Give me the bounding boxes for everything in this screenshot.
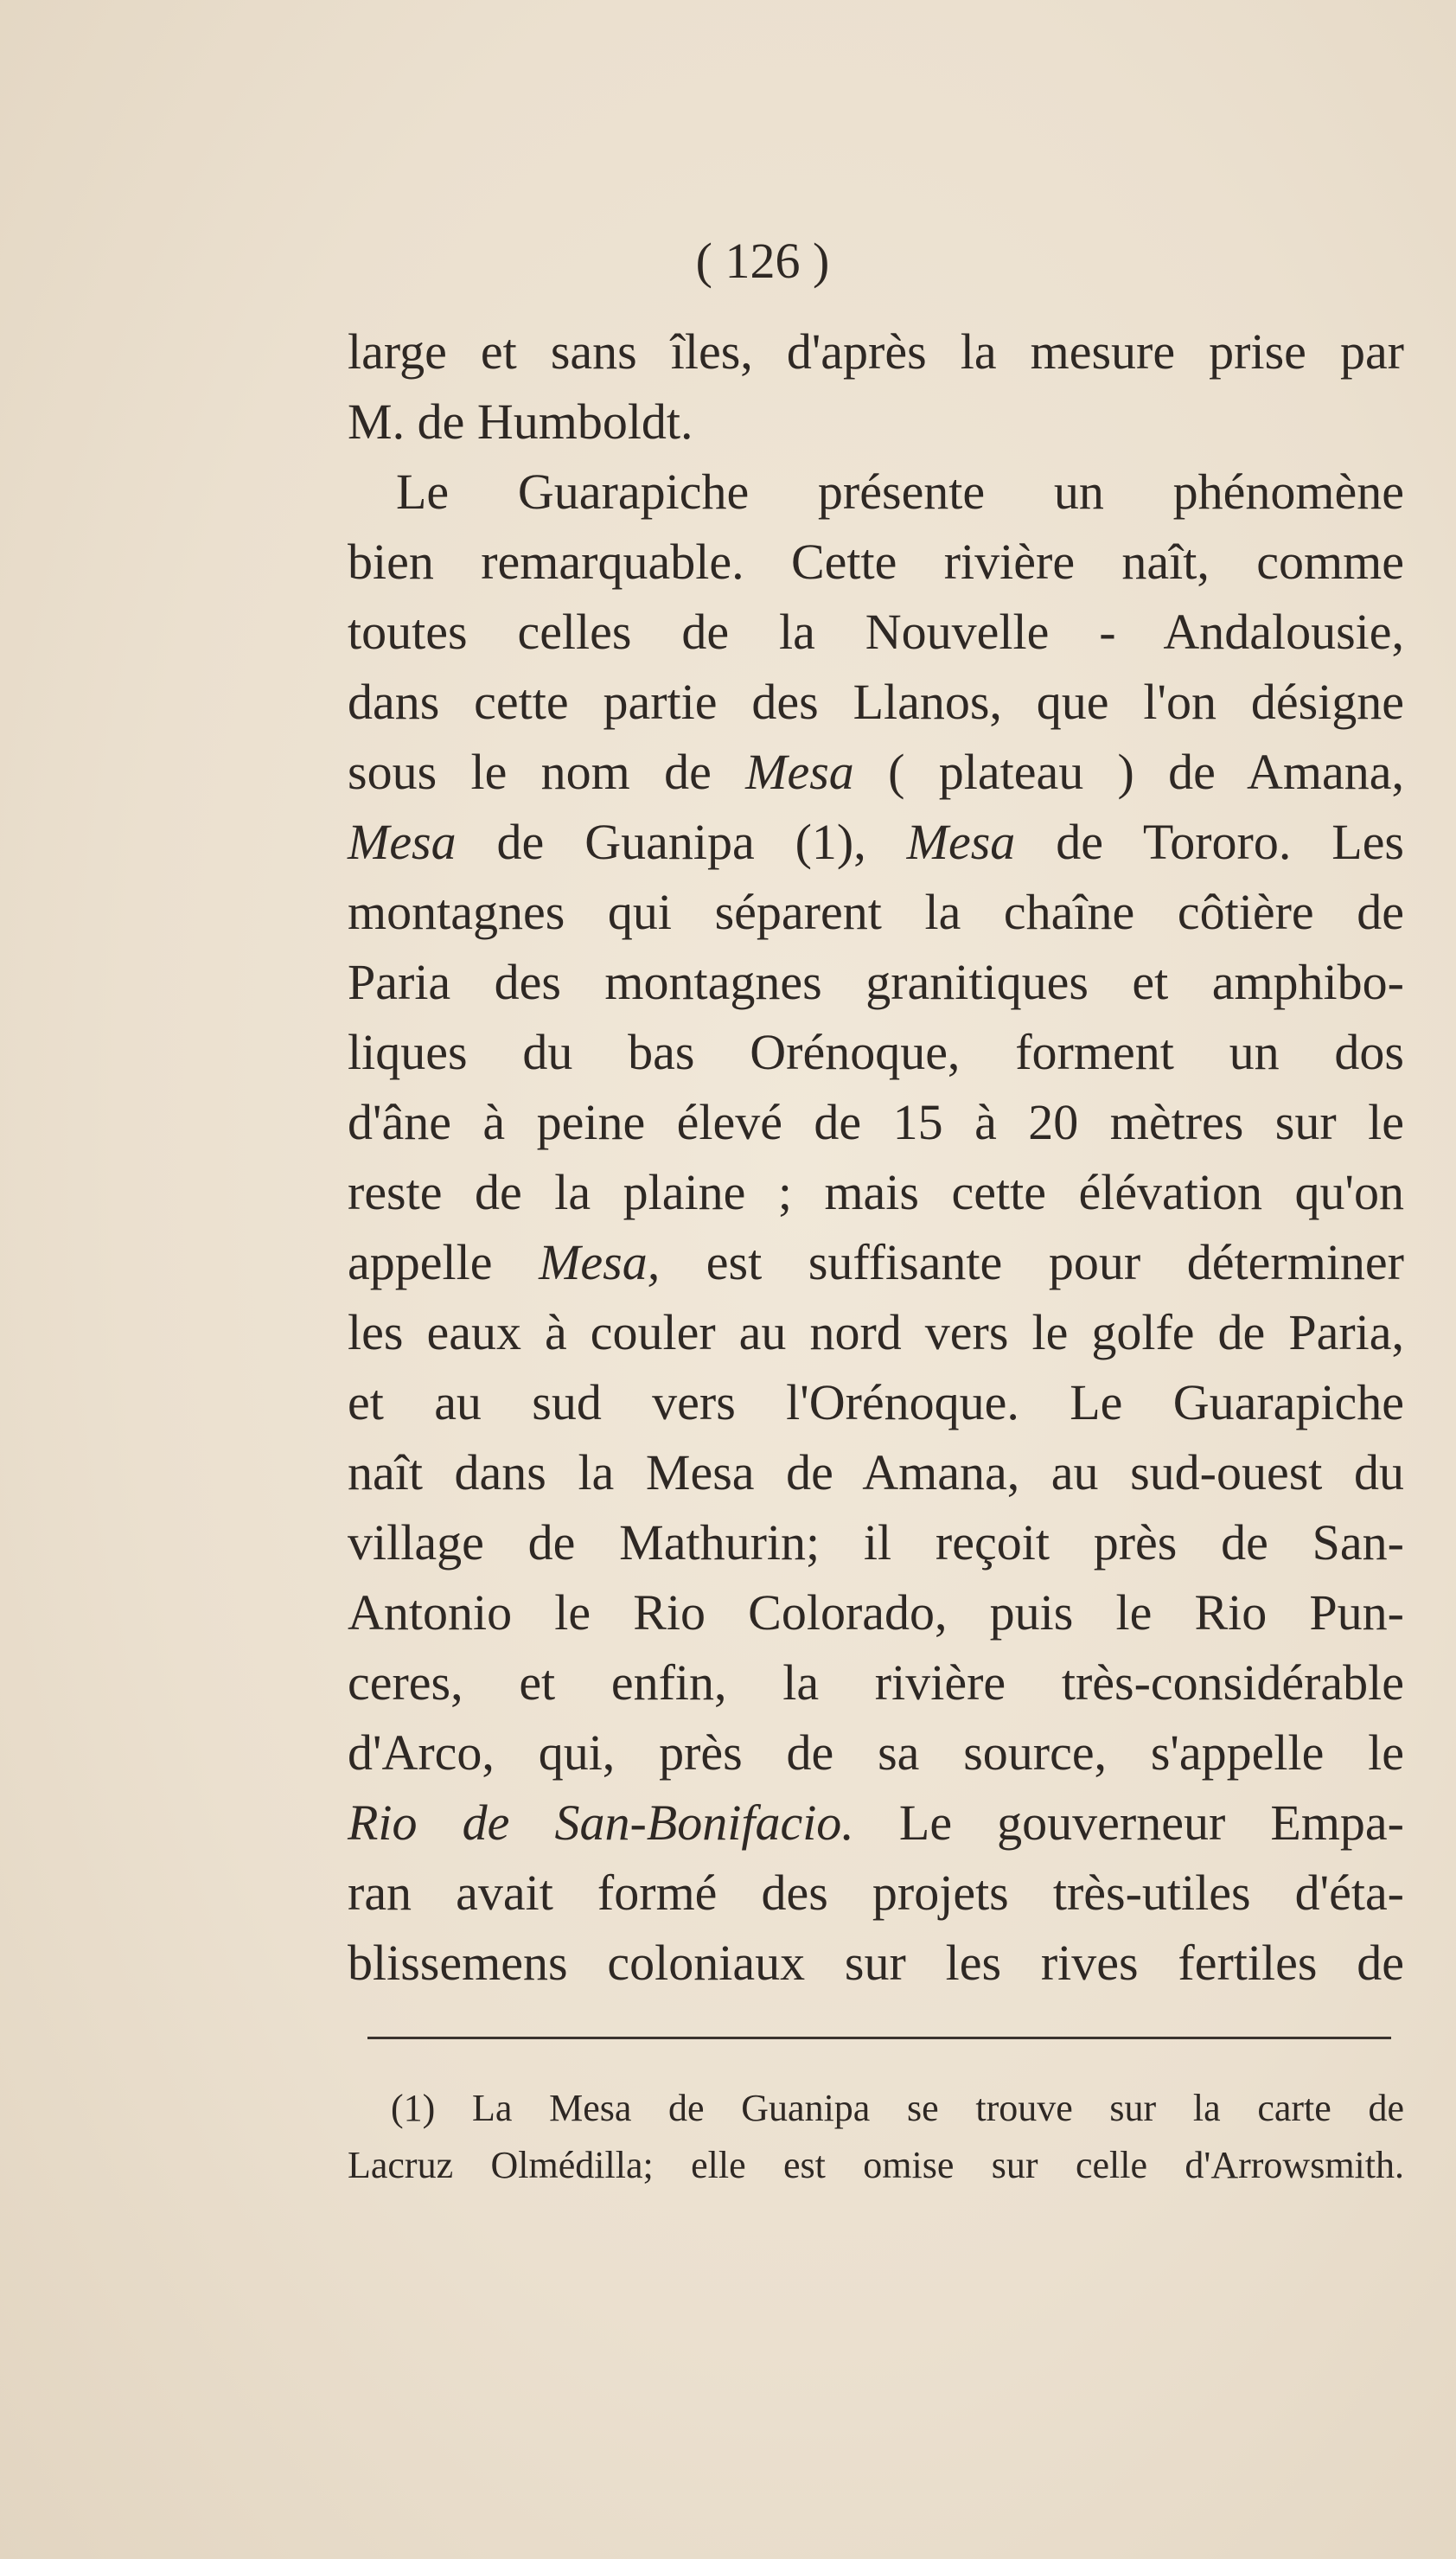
italic-text: Mesa: [745, 744, 854, 800]
text-segment: les eaux à couler au nord vers le golfe de Paria,: [348, 1304, 1404, 1360]
text-line: [348, 1437, 1404, 1507]
text-segment: bien remarquable. Cette rivière naît, comme: [348, 534, 1404, 590]
text-segment: ( plateau ) de Amana,: [853, 744, 1404, 800]
text-segment: sous le nom de: [348, 744, 746, 800]
text-segment: appelle: [348, 1234, 540, 1290]
text-line: [348, 1858, 1404, 1928]
text-segment: village de Mathurin; il reçoit près de San-: [348, 1514, 1404, 1571]
italic-text: Mesa: [348, 814, 457, 870]
text-segment: naît dans la Mesa de Amana, au sud-ouest du: [348, 1444, 1404, 1500]
text-segment: dans cette partie des Llanos, que l'on désigne: [348, 674, 1404, 730]
text-segment: toutes celles de la Nouvelle - Andalousie,: [348, 604, 1404, 660]
text-line: [348, 1367, 1404, 1437]
italic-text: Mesa,: [539, 1234, 661, 1290]
text-line: [348, 1157, 1404, 1227]
text-line: [348, 1297, 1404, 1367]
text-line: [348, 387, 1404, 457]
text-segment: liques du bas Orénoque, forment un dos: [348, 1024, 1404, 1080]
text-segment: ran avait formé des projets très-utiles d'éta-: [348, 1865, 1404, 1921]
text-segment: Paria des montagnes granitiques et amphibo-: [348, 954, 1404, 1010]
body-text: [348, 317, 1404, 1998]
text-line: [348, 1718, 1404, 1788]
text-segment: et au sud vers l'Orénoque. Le Guarapiche: [348, 1374, 1404, 1430]
text-line: [348, 1928, 1404, 1998]
text-segment: d'âne à peine élevé de 15 à 20 mètres sur le: [348, 1094, 1404, 1150]
footnotes: [348, 2080, 1404, 2194]
text-segment: d'Arco, qui, près de sa source, s'appelle le: [348, 1724, 1404, 1781]
footnote-divider: [367, 2037, 1391, 2039]
text-line: [348, 667, 1404, 737]
text-line: [348, 947, 1404, 1017]
footnote-line: (1) La Mesa de Guanipa se trouve sur la carte de: [391, 2087, 1404, 2129]
page-number: ( 126 ): [695, 233, 830, 289]
text-segment: M. de Humboldt.: [348, 393, 693, 450]
text-line: [348, 1647, 1404, 1718]
text-segment: large et sans îles, d'après la mesure prise par: [348, 323, 1404, 380]
text-segment: de Guanipa (1),: [456, 814, 907, 870]
text-segment: ceres, et enfin, la rivière très-considérable: [348, 1654, 1404, 1711]
text-segment: montagnes qui séparent la chaîne côtière de: [348, 884, 1404, 940]
text-line: [348, 1087, 1404, 1157]
text-line: [348, 737, 1404, 807]
text-line: [348, 1788, 1404, 1858]
text-line: [348, 527, 1404, 597]
footnote-line: Lacruz Olmédilla; elle est omise sur celle d'Arrowsmith.: [348, 2144, 1404, 2186]
text-segment: Le Guarapiche présente un phénomène: [396, 464, 1404, 520]
text-segment: reste de la plaine ; mais cette élévation qu'on: [348, 1164, 1404, 1220]
text-line: [348, 1227, 1404, 1297]
text-line: [348, 1017, 1404, 1087]
italic-text: Rio de San-Bonifacio.: [348, 1794, 854, 1851]
italic-text: Mesa: [906, 814, 1016, 870]
text-line: [348, 317, 1404, 387]
text-segment: Le gouverneur Empa-: [853, 1794, 1404, 1851]
text-line: [348, 597, 1404, 667]
text-line: [348, 1507, 1404, 1577]
text-line: [348, 1577, 1404, 1647]
text-segment: est suffisante pour déterminer: [660, 1234, 1404, 1290]
text-segment: blissemens coloniaux sur les rives fertiles de: [348, 1935, 1404, 1991]
text-segment: de Tororo. Les: [1015, 814, 1405, 870]
text-segment: Antonio le Rio Colorado, puis le Rio Pun-: [348, 1584, 1404, 1641]
text-line: [348, 457, 1404, 527]
text-line: [348, 807, 1404, 877]
text-line: [348, 877, 1404, 947]
